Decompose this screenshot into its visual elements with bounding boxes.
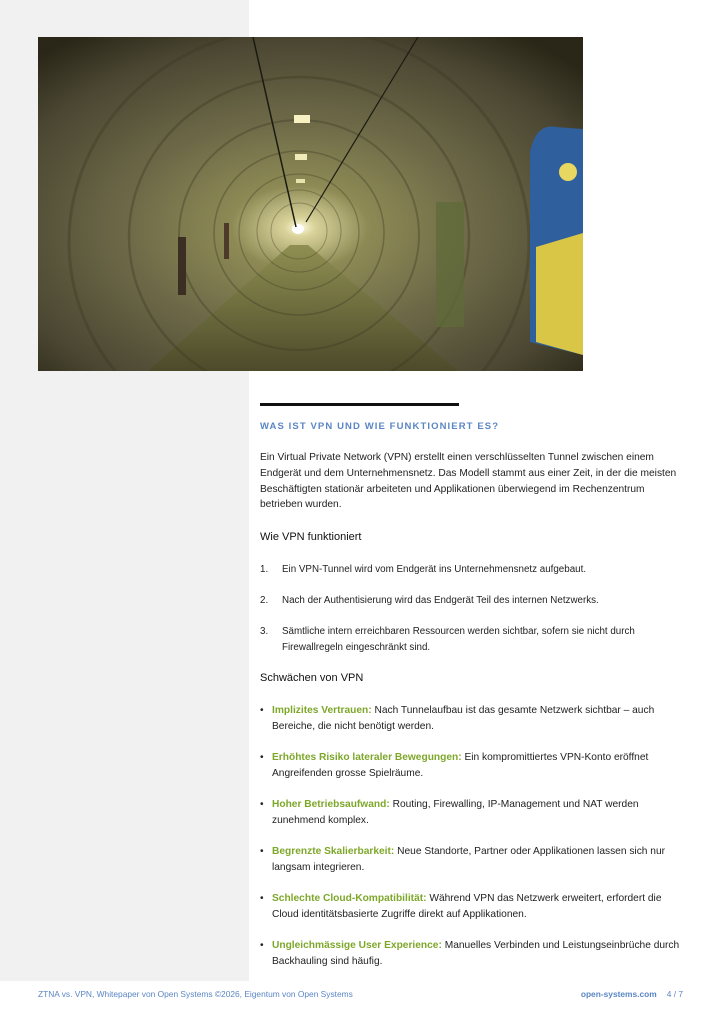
weakness-term: Begrenzte Skalierbarkeit: [272,846,395,857]
weakness-text: Routing, Firewalling, IP-Management und NAT werden zunehmend komplex. [272,799,639,826]
how-it-works-title: Wie VPN funktioniert [260,531,362,543]
weakness-term: Implizites Vertrauen: [272,705,372,716]
weakness-text: Ein kompromittiertes VPN-Konto eröffnet Angreifenden grosse Spielräume. [272,752,649,779]
weakness-term: Ungleichmässige User Experience: [272,940,442,951]
footer-site-link[interactable]: open-systems.com [580,989,657,999]
weakness-item [260,703,684,735]
bullet-marker: • [260,940,264,951]
bullet-marker: • [260,705,264,716]
bullet-marker: • [260,752,264,763]
weakness-text: Während VPN das Netzwerk erweitert, erfordert die Cloud identitätsbasierte Zugriffe direkt auf Applikationen. [272,893,662,920]
section-divider [260,403,459,406]
weakness-text: Neue Standorte, Partner oder Applikationen lassen sich nur langsam integrieren. [272,846,666,873]
section-heading: WAS IST VPN UND WIE FUNKTIONIERT ES? [260,421,500,432]
step-text: Nach der Authentisierung wird das Endgerät Teil des internen Netzwerks. [282,595,599,606]
bullet-marker: • [260,846,264,857]
weakness-item [260,844,684,876]
weakness-term: Schlechte Cloud-Kompatibilität: [272,893,427,904]
step-item [260,624,684,656]
footer-right [581,989,683,999]
page-number: 4 / 7 [666,989,683,999]
weakness-term: Hoher Betriebsaufwand: [272,799,390,810]
step-item [260,562,684,578]
intro-paragraph: Ein Virtual Private Network (VPN) erstellt einen verschlüsselten Tunnel zwischen einem Endgerät und dem Unternehmensnetz. Das Modell stammt aus einer Zeit, in der die meisten Beschäftigten stationär arbeiteten und Applikationen überwiegend im Rechenzentrum betrieben wurden. [260,452,677,511]
step-item [260,593,684,609]
step-number: 1. [260,564,269,575]
step-number: 2. [260,595,269,606]
weaknesses-title: Schwächen von VPN [260,672,364,684]
footer-copyright: ZTNA vs. VPN, Whitepaper von Open Systems ©2026, Eigentum von Open Systems [38,989,353,999]
weakness-item [260,891,684,923]
weakness-text: Manuelles Verbinden und Leistungseinbrüche durch Backhauling sind häufig. [272,940,680,967]
step-text: Sämtliche intern erreichbaren Ressourcen werden sichtbar, sofern sie nicht durch Firewallregeln eingeschränkt sind. [282,626,635,653]
step-number: 3. [260,626,269,637]
tunnel-photo [38,37,583,371]
weakness-item [260,750,684,782]
weakness-item [260,797,684,829]
weakness-term: Erhöhtes Risiko lateraler Bewegungen: [272,752,462,763]
bullet-marker: • [260,893,264,904]
bullet-marker: • [260,799,264,810]
weakness-item [260,938,684,970]
weakness-text: Nach Tunnelaufbau ist das gesamte Netzwerk sichtbar – auch Bereiche, die nicht benötigt werden. [272,705,655,732]
step-text: Ein VPN-Tunnel wird vom Endgerät ins Unternehmensnetz aufgebaut. [282,564,587,575]
